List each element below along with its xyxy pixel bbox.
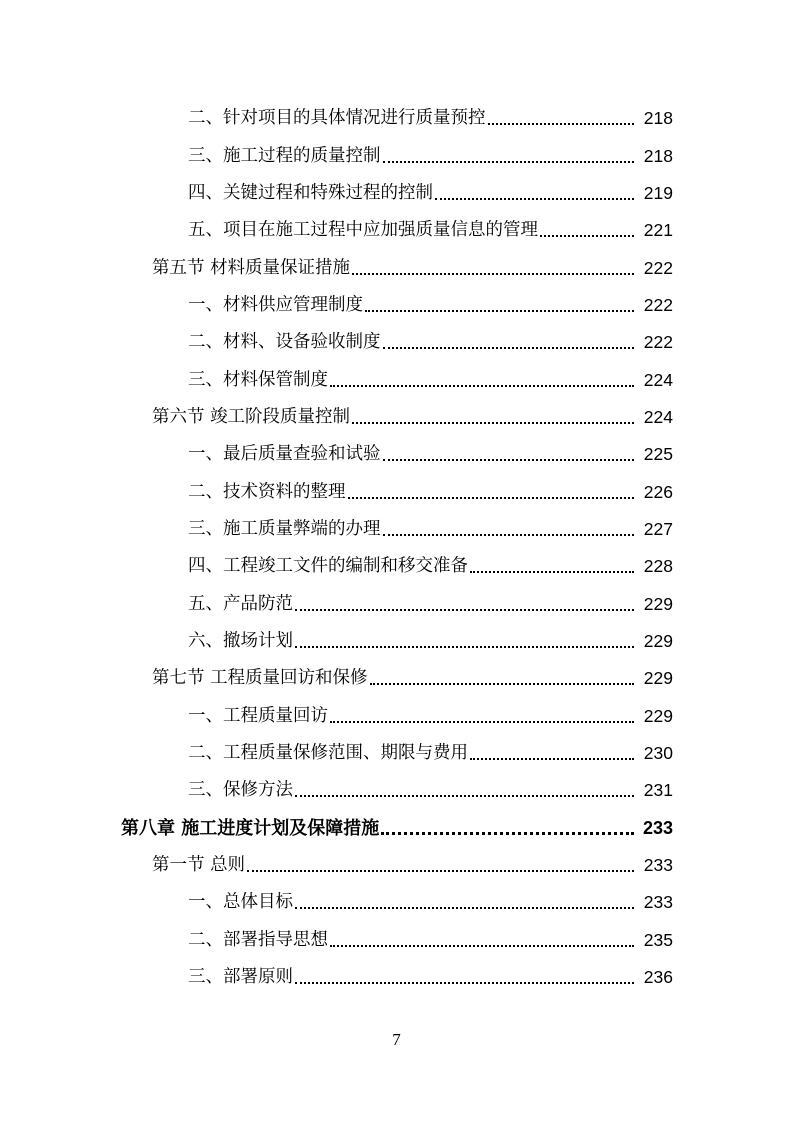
toc-leader-dots [435, 175, 634, 212]
toc-entry[interactable] [0, 137, 793, 174]
toc-entry[interactable] [0, 623, 793, 660]
toc-entry-title: 二、工程质量保修范围、期限与费用 [188, 743, 468, 764]
toc-leader-dots [488, 100, 635, 137]
toc-entry-page: 218 [643, 145, 673, 166]
toc-leader-dots [352, 399, 634, 436]
toc-entry[interactable] [0, 473, 793, 510]
toc-leader-dots [295, 586, 634, 623]
toc-leader-dots [383, 324, 635, 361]
toc-entry[interactable] [0, 100, 793, 137]
toc-entry-page: 222 [643, 332, 673, 353]
toc-entry[interactable] [0, 175, 793, 212]
toc-section-entry[interactable] [0, 847, 793, 884]
toc-entry-page: 236 [643, 967, 673, 988]
toc-entry-page: 228 [643, 556, 673, 577]
toc-entry-title: 四、工程竣工文件的编制和移交准备 [188, 556, 468, 577]
toc-entry-page: 218 [643, 108, 673, 129]
toc-entry-page: 229 [643, 630, 673, 651]
toc-entry-title: 一、材料供应管理制度 [188, 294, 363, 315]
toc-leader-dots [352, 250, 634, 287]
toc-leader-dots [247, 847, 634, 884]
toc-entry[interactable] [0, 698, 793, 735]
toc-entry-title: 三、施工质量弊端的办理 [188, 518, 381, 539]
toc-section-entry[interactable] [0, 249, 793, 286]
toc-entry-title: 第一节 总则 [152, 855, 246, 876]
toc-entry-page: 224 [643, 369, 673, 390]
toc-leader-dots [470, 548, 634, 585]
toc-entry-page: 222 [643, 257, 673, 278]
toc-entry-page: 221 [643, 220, 673, 241]
toc-leader-dots [348, 474, 635, 511]
toc-entry-page: 231 [643, 780, 673, 801]
page-number: 7 [392, 1030, 401, 1049]
toc-entry-title: 三、保修方法 [188, 780, 293, 801]
toc-entry-title: 二、针对项目的具体情况进行质量预控 [188, 108, 486, 129]
toc-entry-page: 233 [642, 817, 673, 838]
toc-entry[interactable] [0, 959, 793, 996]
toc-entry-title: 三、材料保管制度 [188, 369, 328, 390]
toc-leader-dots [470, 735, 634, 772]
toc-entry[interactable] [0, 436, 793, 473]
toc-leader-dots [330, 922, 634, 959]
toc-entry-title: 第八章 施工进度计划及保障措施 [121, 817, 380, 839]
table-of-contents [0, 100, 793, 996]
toc-entry-title: 五、项目在施工过程中应加强质量信息的管理 [188, 220, 538, 241]
toc-entry[interactable] [0, 511, 793, 548]
toc-leader-dots [370, 660, 634, 697]
toc-entry-page: 224 [643, 406, 673, 427]
toc-section-entry[interactable] [0, 660, 793, 697]
toc-entry-title: 第六节 竣工阶段质量控制 [152, 406, 351, 427]
toc-entry-page: 226 [643, 481, 673, 502]
toc-entry-page: 229 [643, 668, 673, 689]
toc-entry-title: 四、关键过程和特殊过程的控制 [188, 182, 433, 203]
toc-entry-title: 二、材料、设备验收制度 [188, 332, 381, 353]
toc-entry-title: 第五节 材料质量保证措施 [152, 257, 351, 278]
toc-entry-title: 六、撤场计划 [188, 630, 293, 651]
toc-entry-title: 二、部署指导思想 [188, 929, 328, 950]
toc-leader-dots [330, 362, 634, 399]
toc-leader-dots [540, 212, 634, 249]
toc-leader-dots [383, 511, 635, 548]
toc-entry-title: 三、施工过程的质量控制 [188, 145, 381, 166]
toc-entry-page: 230 [643, 743, 673, 764]
toc-entry-page: 229 [643, 705, 673, 726]
toc-entry[interactable] [0, 884, 793, 921]
toc-leader-dots [295, 623, 634, 660]
toc-entry-title: 一、工程质量回访 [188, 705, 328, 726]
toc-entry-title: 一、最后质量查验和试验 [188, 444, 381, 465]
toc-entry-page: 233 [643, 892, 673, 913]
toc-entry-title: 二、技术资料的整理 [188, 481, 346, 502]
toc-entry[interactable] [0, 361, 793, 398]
toc-entry-page: 233 [643, 855, 673, 876]
toc-leader-dots [295, 772, 634, 809]
toc-section-entry[interactable] [0, 399, 793, 436]
toc-entry-page: 219 [643, 182, 673, 203]
toc-entry[interactable] [0, 212, 793, 249]
toc-leader-dots [383, 138, 635, 175]
toc-chapter-entry[interactable] [0, 810, 793, 847]
toc-entry[interactable] [0, 922, 793, 959]
toc-entry[interactable] [0, 772, 793, 809]
toc-leader-dots [365, 287, 634, 324]
toc-leader-dots [330, 698, 634, 735]
toc-entry-title: 五、产品防范 [188, 593, 293, 614]
toc-entry[interactable] [0, 324, 793, 361]
toc-entry-page: 225 [643, 444, 673, 465]
toc-leader-dots [295, 959, 634, 996]
toc-leader-dots [295, 884, 634, 921]
toc-leader-dots [383, 436, 635, 473]
toc-entry-title: 第七节 工程质量回访和保修 [152, 668, 368, 689]
toc-entry-title: 一、总体目标 [188, 892, 293, 913]
toc-entry-page: 222 [643, 294, 673, 315]
toc-entry-page: 227 [643, 518, 673, 539]
toc-entry[interactable] [0, 735, 793, 772]
toc-entry-title: 三、部署原则 [188, 967, 293, 988]
toc-entry[interactable] [0, 287, 793, 324]
toc-entry-page: 229 [643, 593, 673, 614]
toc-entry[interactable] [0, 585, 793, 622]
toc-entry-page: 235 [643, 929, 673, 950]
toc-leader-dots [381, 810, 634, 847]
toc-entry[interactable] [0, 548, 793, 585]
